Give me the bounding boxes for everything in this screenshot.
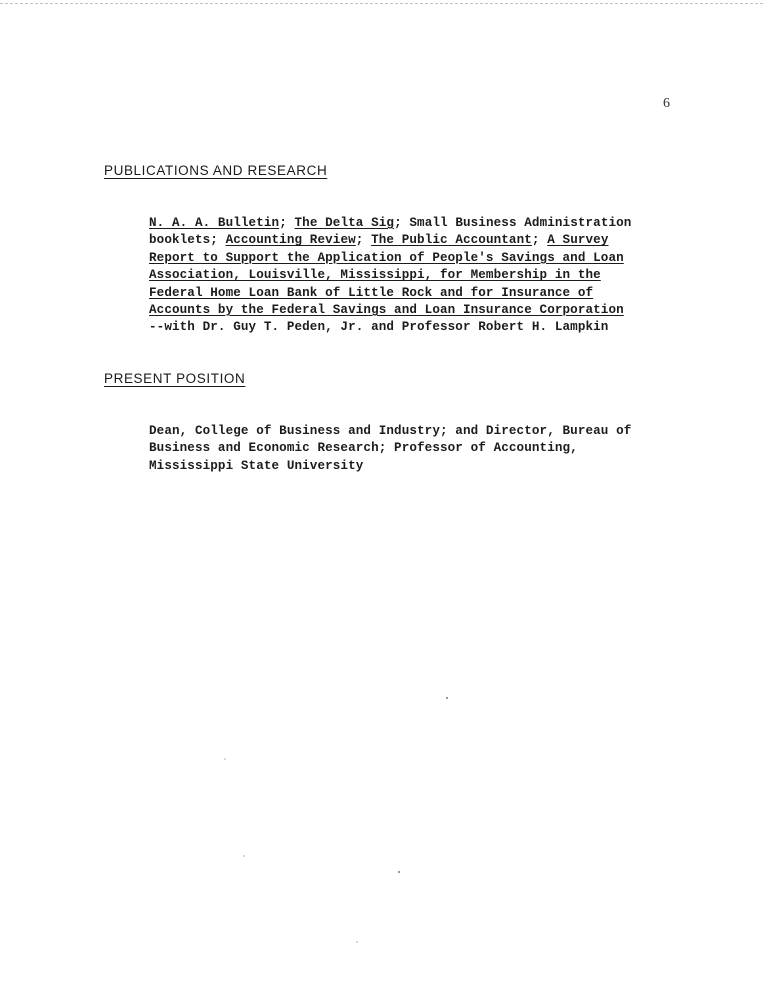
publication-line	[149, 285, 649, 302]
publication-title: Federal Home Loan Bank of Little Rock and for Insurance of	[149, 285, 594, 300]
publication-line	[149, 267, 649, 284]
scan-speck	[224, 758, 226, 760]
scan-speck	[243, 855, 245, 857]
publication-text: ; Small Business Administration	[394, 216, 632, 230]
publication-title: N. A. A. Bulletin	[149, 216, 280, 230]
page-number: 6	[663, 96, 670, 111]
publication-text: --with Dr. Guy T. Peden, Jr. and Professor Robert H. Lampkin	[149, 320, 609, 335]
publication-title: Report to Support the Application of People's Savings and Loan	[149, 250, 624, 265]
publication-text: ;	[355, 233, 372, 248]
scan-top-edge	[0, 3, 763, 4]
publication-title: A Survey	[547, 233, 609, 248]
publication-line	[149, 250, 649, 267]
publication-title: Association, Louisville, Mississippi, for Membership in the	[149, 268, 601, 283]
publication-title: Accounts by the Federal Savings and Loan Insurance Corporation	[149, 303, 624, 318]
position-line: Business and Economic Research; Professor of Accounting,	[149, 441, 578, 456]
scan-speck	[446, 697, 448, 699]
publication-text: ;	[531, 233, 548, 248]
publication-title: Accounting Review	[225, 233, 356, 248]
position-line: Mississippi State University	[149, 458, 364, 473]
present-position-heading: PRESENT POSITION	[104, 371, 246, 386]
publication-line	[149, 319, 649, 336]
publication-title: The Delta Sig	[294, 216, 395, 230]
publications-heading: PUBLICATIONS AND RESEARCH	[104, 163, 328, 178]
present-position-text	[149, 423, 649, 475]
publications-list	[149, 215, 649, 337]
position-line: Dean, College of Business and Industry; and Director, Bureau of	[149, 424, 632, 438]
publication-line	[149, 215, 649, 232]
publication-line	[149, 232, 649, 249]
scan-speck	[398, 871, 400, 873]
publication-text: ;	[279, 216, 295, 230]
publication-line	[149, 302, 649, 319]
publication-title: The Public Accountant	[371, 233, 532, 248]
scan-speck	[356, 941, 358, 943]
publication-text: booklets;	[149, 233, 226, 248]
